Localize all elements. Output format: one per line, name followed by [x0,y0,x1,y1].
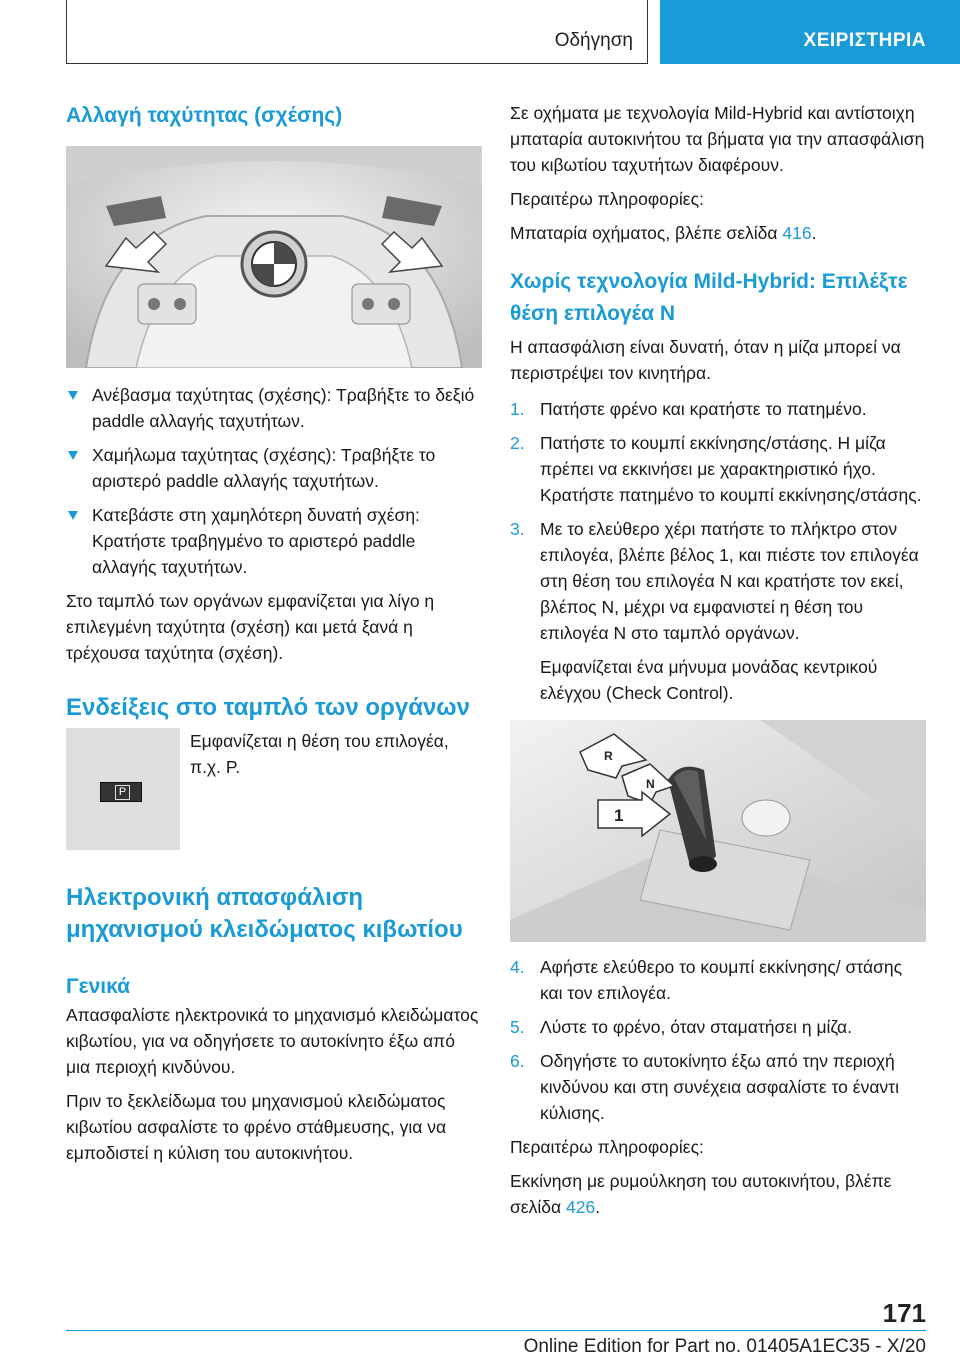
mild-hybrid-paragraph: Σε οχήματα με τεχνολογία Mild-Hybrid και αντίστοιχη μπαταρία αυτοκινήτου τα βήματα για την απασφάλιση του κιβωτίου ταχυτήτων διαφέρουν. [510,103,925,175]
towing-reference: Εκκίνηση με ρυμούλκηση του αυτοκινήτου, βλέπε σελίδα 426. [510,1171,892,1217]
page-number: 171 [882,1298,926,1328]
svg-text:1: 1 [614,806,624,825]
header-chapter-tab [660,0,960,64]
gear-selector-image [510,720,926,942]
bullet-triangle-icon [68,451,78,460]
gear-indicator-p: P [100,782,142,802]
battery-reference: Μπαταρία οχήματος, βλέπε σελίδα 416. [510,223,817,243]
header-section-tab [66,0,648,64]
more-info-label-2: Περαιτέρω πληροφορίες: [510,1137,704,1157]
svg-text:N: N [646,777,655,791]
display-paragraph: Στο ταμπλό των οργάνων εμφανίζεται για λίγο η επιλεγμένη ταχύτητα (σχέση) και μετά ξανά η τρέχουσα ταχύτητα (σχέση). [66,591,435,663]
heading-instrument-cluster: Ενδείξεις στο ταμπλό των οργάνων [66,694,470,721]
bullet-upshift: Ανέβασμα ταχύτητας (σχέσης): Τραβήξτε το δεξιό paddle αλλαγής ταχυτήτων. [66,382,482,434]
step-6: 6. Οδηγήστε το αυτοκίνητο έξω από την περιοχή κινδύνου και στη συνέχεια ασφαλίστε το έναντι κύλισης. [510,1051,899,1123]
bullet-lowest-gear: Κατεβάστε στη χαμηλότερη δυνατή σχέση: Κρατήστε τραβηγμένο το αριστερό paddle αλλαγής ταχυτήτων. [66,502,482,580]
left-column [66,100,482,1166]
step-1: 1. Πατήστε φρένο και κρατήστε το πατημένο. [510,399,867,419]
header-chapter: ΧΕΙΡΙΣΤΗΡΙΑ [803,30,926,51]
cluster-display-image [66,728,180,850]
steering-wheel-illustration [66,146,482,368]
gear-selector-illustration [510,720,926,942]
possible-paragraph: Η απασφάλιση είναι δυνατή, όταν η μίζα μπορεί να περιστρέψει τον κινητήρα. [510,337,901,383]
heading-electronic-release: Ηλεκτρονική απασφάλιση μηχανισμού κλειδώματος κιβωτίου [66,884,463,943]
towing-page-link[interactable]: 426 [565,1197,596,1217]
step-3-note: Εμφανίζεται ένα μήνυμα μονάδας κεντρικού ελέγχου (Check Control). [540,657,878,703]
step-3: 3. Με το ελεύθερο χέρι πατήστε το πλήκτρο στον επιλογέα, βλέπε βέλος 1, και πιέστε τον επιλογέα στη θέση του επιλογέα N και κρατήστε τον εκεί, βλέπος N, μέχρι να εμφανιστεί η θέση του επιλογέα N στο ταμπλό οργάνων. [510,519,919,643]
general-paragraph-1: Απασφαλίστε ηλεκτρονικά το μηχανισμό κλειδώματος κιβωτίου, για να οδηγήσετε το αυτοκίνητο έξω από μια περιοχή κινδύνου. [66,1005,479,1077]
steering-wheel-image [66,146,482,368]
heading-without-mild-hybrid: Χωρίς τεχνολογία Mild-Hybrid: Επιλέξτε θέση επιλογέα N [510,270,908,325]
header-section: Οδήγηση [554,30,633,51]
step-4: 4. Αφήστε ελεύθερο το κουμπί εκκίνησης/ στάσης και τον επιλογέα. [510,957,903,1003]
footer-divider [66,1330,926,1331]
more-info-label-1: Περαιτέρω πληροφορίες: [510,189,704,209]
bullet-triangle-icon [68,511,78,520]
bullet-triangle-icon [68,391,78,400]
heading-gear-shift: Αλλαγή ταχύτητας (σχέσης) [66,104,343,127]
battery-page-link[interactable]: 416 [782,223,812,243]
cluster-text: Εμφανίζεται η θέση του επιλογέα, π.χ. P. [190,731,449,777]
footer-edition: Online Edition for Part no. 01405A1EC35 - X/20 [523,1336,926,1357]
step-5: 5. Λύστε το φρένο, όταν σταματήσει η μίζα. [510,1017,852,1037]
step-2: 2. Πατήστε το κουμπί εκκίνησης/στάσης. Η μίζα πρέπει να εκκινήσει με χαρακτηριστικό ήχο. Κρατήστε πατημένο το κουμπί εκκίνησης/στάσης. [510,433,922,505]
bullet-downshift: Χαμήλωμα ταχύτητας (σχέσης): Τραβήξτε το αριστερό paddle αλλαγής ταχυτήτων. [66,442,482,494]
svg-text:R: R [604,749,613,763]
general-paragraph-2: Πριν το ξεκλείδωμα του μηχανισμού κλειδώματος κιβωτίου ασφαλίστε το φρένο στάθμευσης, για να εμποδιστεί η κύλιση του αυτοκινήτου. [66,1091,447,1163]
heading-general: Γενικά [66,975,131,998]
right-column [510,100,926,1220]
